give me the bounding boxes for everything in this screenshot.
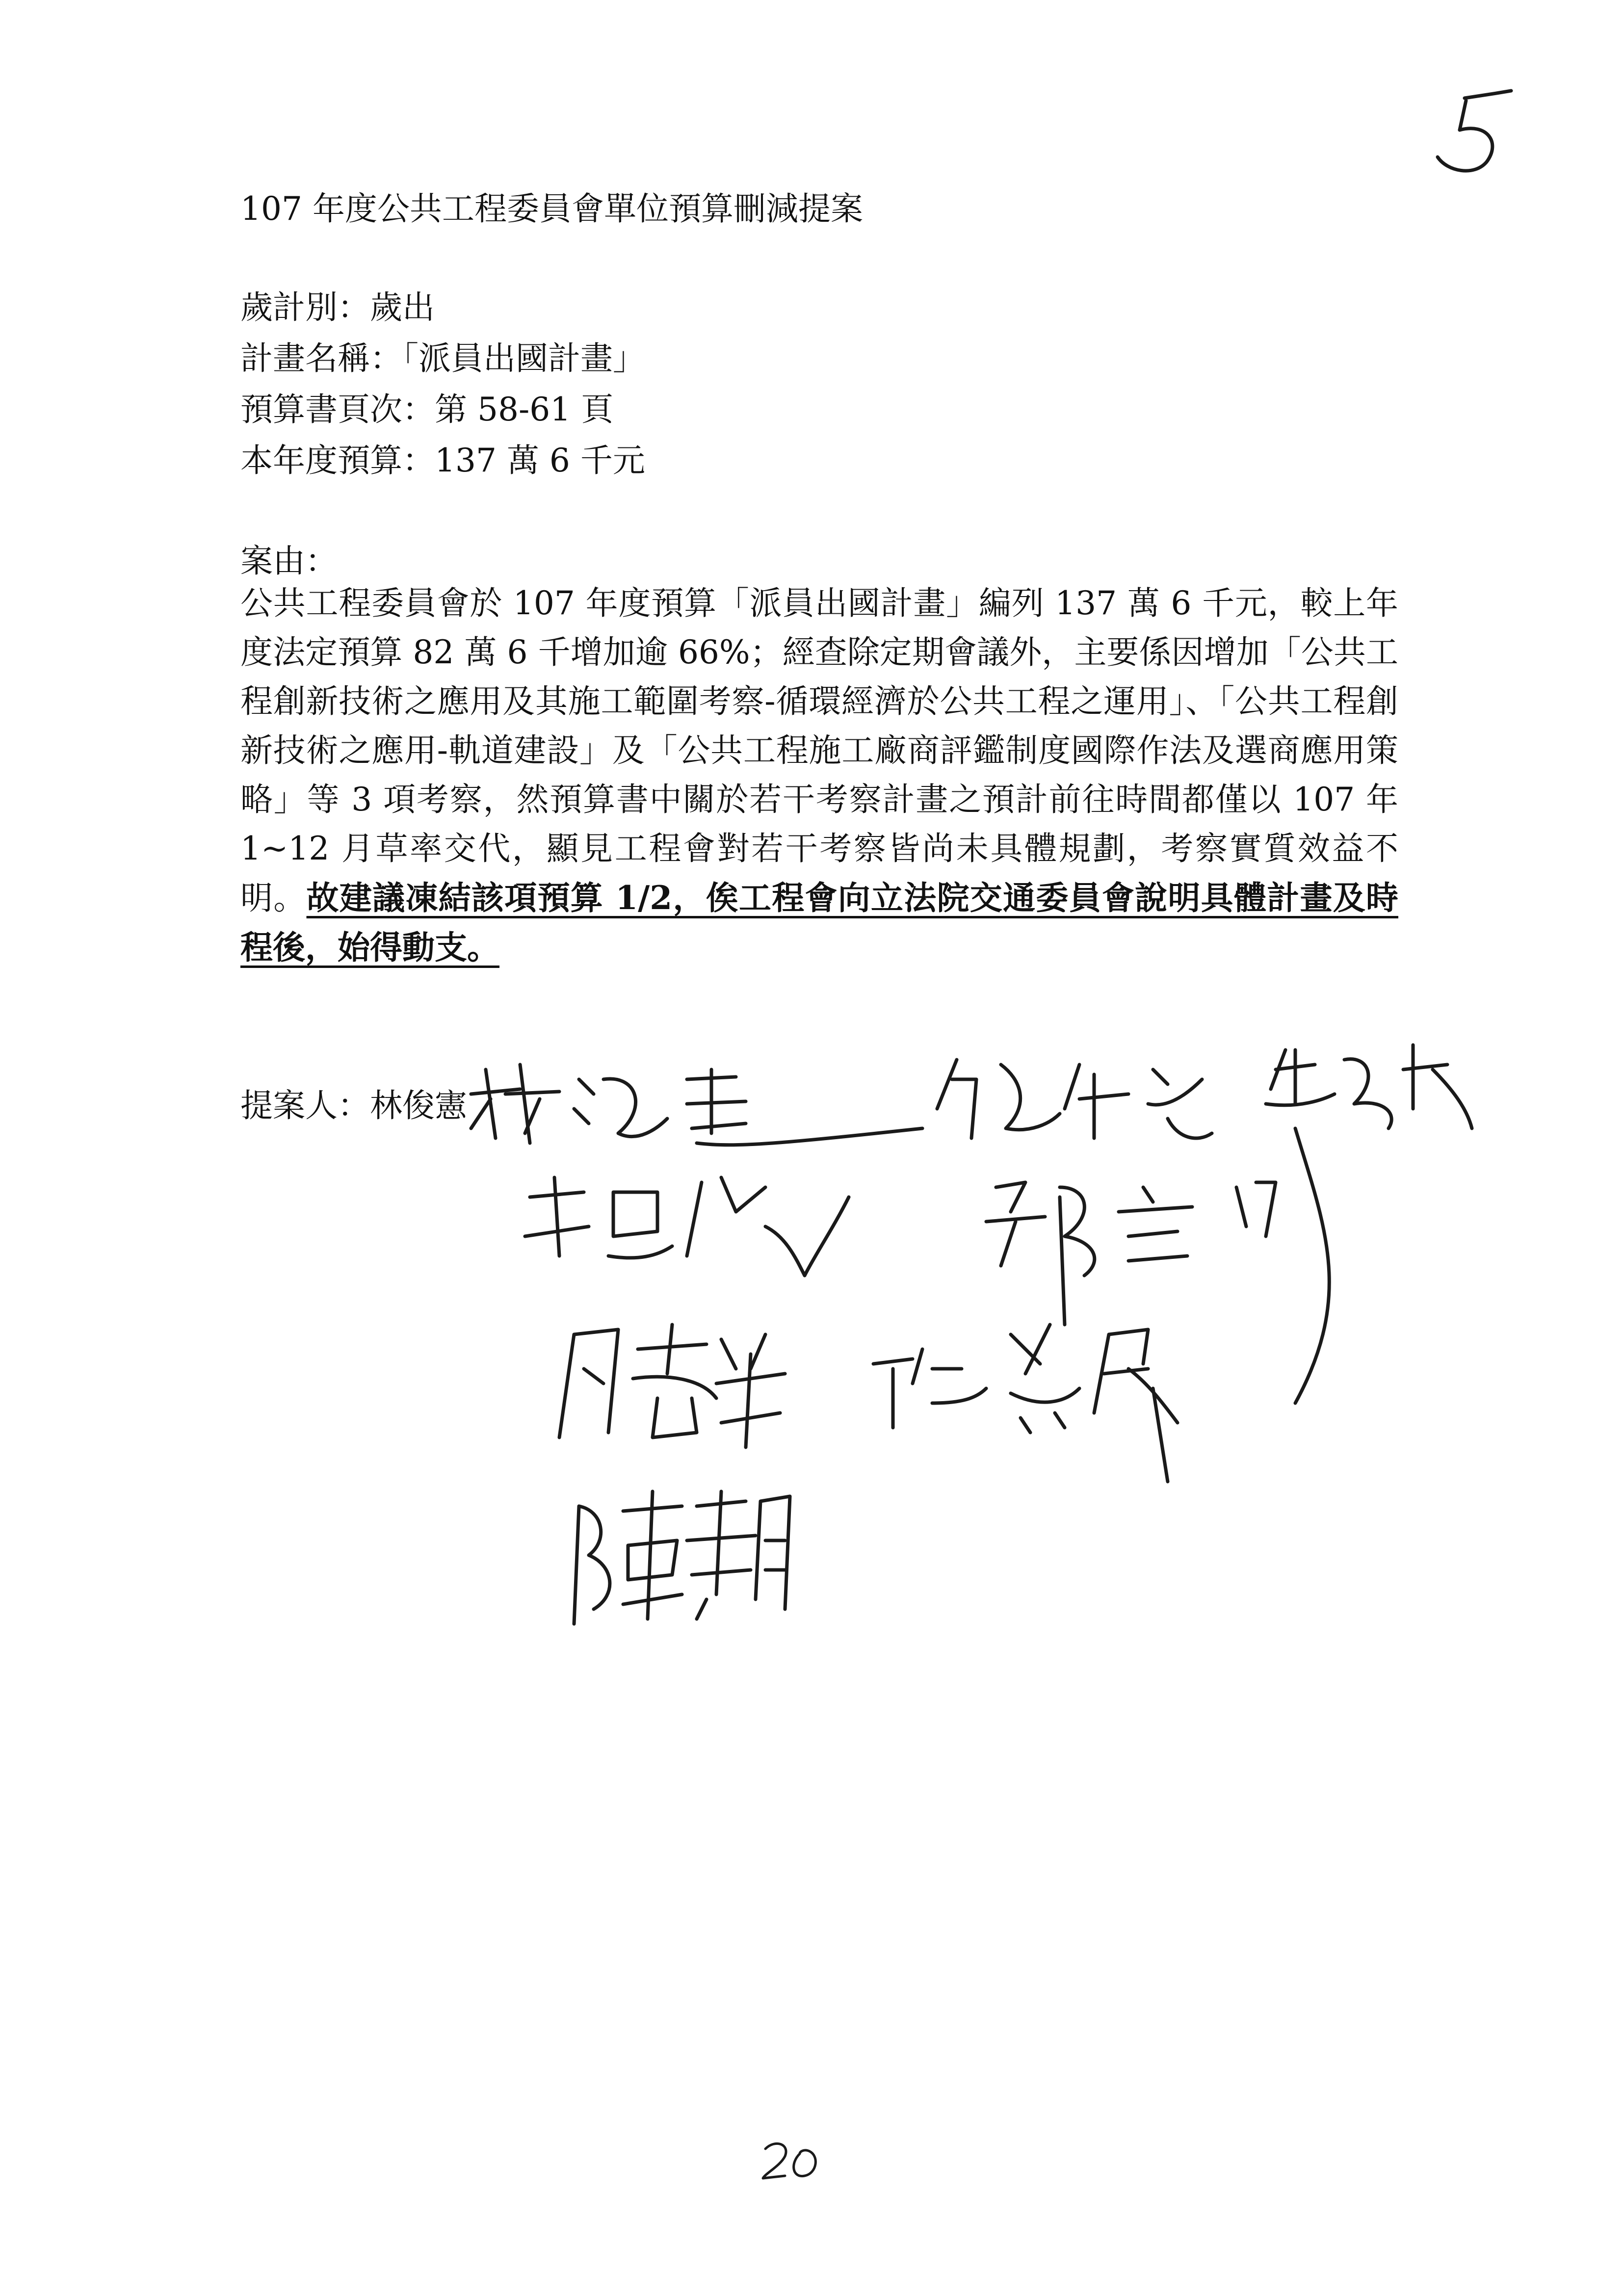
reason-body-text: 公共工程委員會於 107 年度預算「派員出國計畫」編列 137 萬 6 千元，較上年度法定預算 82 萬 6 千增加逾 66%；經查除定期會議外，主要係因增加「公共工程創新技術之應用及其施工範圍考察-循環經濟於公共工程之運用」、「公共工程創新技術之應用-軌道建設」及「公共工程施工廠商評鑑制度國際作法及選商應用策略」等 3 項考察，然預算書中關於若干考察計畫之預計前往時間都僅以 107 年 1~12 月草率交代，顯見工程會對若干考察皆尚未具體規劃，考察實質效益不明。 — [240, 584, 1398, 917]
handwritten-page-number — [763, 2143, 815, 2178]
reason-body-recommendation: 故建議凍結該項預算 1/2，俟工程會向立法院交通委員會說明具體計畫及時程後，始得動支。 — [240, 879, 1399, 966]
proposer-line: 提案人：林俊憲 — [240, 1087, 467, 1124]
signature-5 — [986, 1128, 1329, 1403]
signature-7 — [873, 1325, 1178, 1482]
signature-3 — [1266, 1045, 1472, 1128]
signature-8 — [574, 1491, 790, 1624]
signature-1 — [471, 1065, 922, 1145]
document-title: 107 年度公共工程委員會單位預算刪減提案 — [240, 190, 863, 228]
reason-body — [240, 579, 1398, 972]
reason-label: 案由： — [240, 542, 338, 580]
meta-line-plan-name: 計畫名稱：「派員出國計畫」 — [240, 339, 645, 377]
meta-line-category: 歲計別：歲出 — [240, 288, 435, 326]
handwritten-page-mark — [1438, 91, 1511, 171]
meta-line-pages: 預算書頁次：第 58-61 頁 — [240, 391, 614, 428]
budget-meta — [240, 282, 645, 486]
meta-line-budget: 本年度預算：137 萬 6 千元 — [240, 442, 645, 479]
signature-2 — [937, 1060, 1212, 1138]
signature-6 — [559, 1325, 785, 1447]
signature-4 — [525, 1177, 849, 1276]
